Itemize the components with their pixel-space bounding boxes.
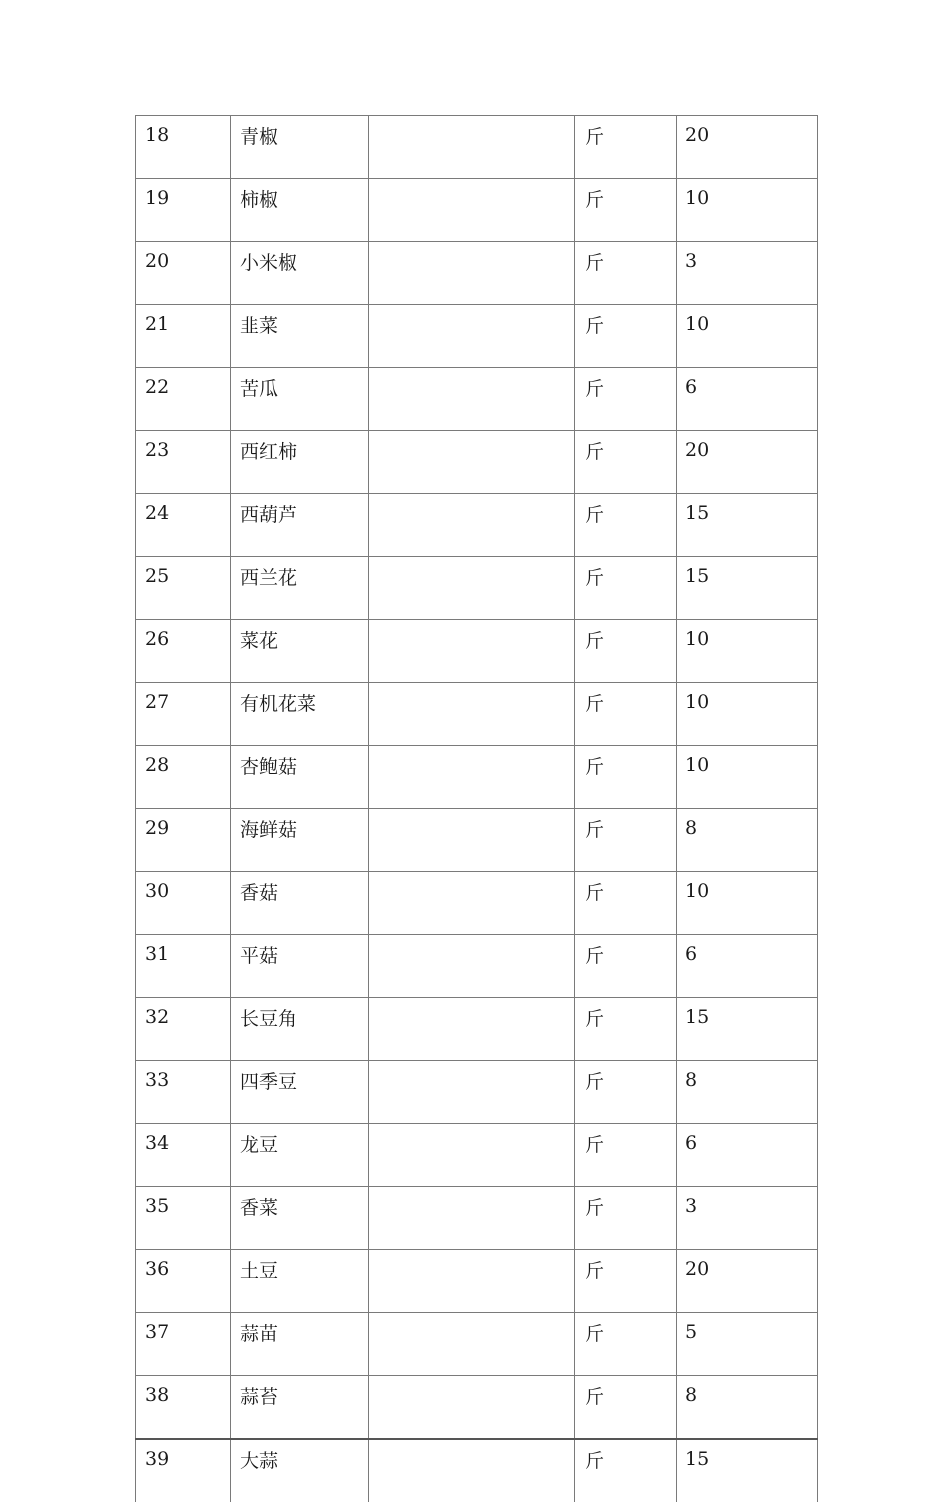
item-name: 有机花菜 [231,683,369,746]
item-name: 西兰花 [231,557,369,620]
item-unit: 斤 [575,1313,677,1376]
item-name: 柿椒 [231,179,369,242]
item-spec [369,1376,575,1440]
table-row [136,746,818,809]
table-row [136,998,818,1061]
item-quantity: 10 [677,872,818,935]
item-name: 土豆 [231,1250,369,1313]
item-unit: 斤 [575,116,677,179]
item-quantity: 15 [677,557,818,620]
item-quantity: 20 [677,1250,818,1313]
item-unit: 斤 [575,998,677,1061]
row-number: 24 [136,494,231,557]
table-row [136,1124,818,1187]
item-spec [369,431,575,494]
item-name: 苦瓜 [231,368,369,431]
item-unit: 斤 [575,872,677,935]
table-row [136,620,818,683]
row-number: 28 [136,746,231,809]
row-number: 35 [136,1187,231,1250]
table-row [136,1187,818,1250]
table-row [136,683,818,746]
item-spec [369,1061,575,1124]
table-row [136,242,818,305]
item-unit: 斤 [575,431,677,494]
item-unit: 斤 [575,935,677,998]
item-spec [369,116,575,179]
item-quantity: 10 [677,620,818,683]
item-name: 西红柿 [231,431,369,494]
item-spec [369,1124,575,1187]
item-unit: 斤 [575,1061,677,1124]
item-unit: 斤 [575,305,677,368]
item-name: 菜花 [231,620,369,683]
table-row [136,809,818,872]
item-spec [369,179,575,242]
item-name: 平菇 [231,935,369,998]
item-spec [369,872,575,935]
item-quantity: 10 [677,179,818,242]
item-name: 海鲜菇 [231,809,369,872]
table-row [136,1250,818,1313]
item-spec [369,242,575,305]
table-row [136,116,818,179]
vegetable-order-table [135,115,817,1502]
item-quantity: 5 [677,1313,818,1376]
row-number: 38 [136,1376,231,1440]
item-spec [369,1250,575,1313]
item-name: 四季豆 [231,1061,369,1124]
table-row [136,368,818,431]
row-number: 37 [136,1313,231,1376]
row-number: 32 [136,998,231,1061]
item-unit: 斤 [575,1250,677,1313]
table-row [136,494,818,557]
row-number: 39 [136,1439,231,1502]
item-unit: 斤 [575,1187,677,1250]
table-row [136,1313,818,1376]
item-spec [369,1313,575,1376]
row-number: 34 [136,1124,231,1187]
item-quantity: 10 [677,683,818,746]
item-unit: 斤 [575,620,677,683]
item-quantity: 8 [677,1376,818,1440]
item-unit: 斤 [575,494,677,557]
item-spec [369,746,575,809]
item-spec [369,683,575,746]
item-quantity: 15 [677,998,818,1061]
item-spec [369,935,575,998]
item-quantity: 10 [677,746,818,809]
item-spec [369,998,575,1061]
item-quantity: 8 [677,809,818,872]
item-quantity: 6 [677,368,818,431]
row-number: 21 [136,305,231,368]
item-spec [369,1187,575,1250]
row-number: 22 [136,368,231,431]
item-name: 西葫芦 [231,494,369,557]
item-unit: 斤 [575,368,677,431]
table-row [136,557,818,620]
row-number: 31 [136,935,231,998]
item-name: 蒜苗 [231,1313,369,1376]
table-row [136,305,818,368]
item-spec [369,620,575,683]
row-number: 33 [136,1061,231,1124]
item-name: 蒜苔 [231,1376,369,1440]
row-number: 19 [136,179,231,242]
item-unit: 斤 [575,1376,677,1440]
row-number: 25 [136,557,231,620]
row-number: 30 [136,872,231,935]
item-name: 长豆角 [231,998,369,1061]
item-quantity: 15 [677,494,818,557]
item-spec [369,305,575,368]
item-quantity: 20 [677,116,818,179]
item-spec [369,494,575,557]
item-quantity: 3 [677,1187,818,1250]
item-unit: 斤 [575,809,677,872]
row-number: 36 [136,1250,231,1313]
table-row [136,1376,818,1440]
table-row [136,1439,818,1502]
item-unit: 斤 [575,746,677,809]
item-spec [369,368,575,431]
item-quantity: 6 [677,1124,818,1187]
item-name: 韭菜 [231,305,369,368]
item-unit: 斤 [575,242,677,305]
item-name: 龙豆 [231,1124,369,1187]
item-quantity: 15 [677,1439,818,1502]
item-name: 大蒜 [231,1439,369,1502]
item-unit: 斤 [575,1439,677,1502]
item-quantity: 3 [677,242,818,305]
table-row [136,872,818,935]
table-row [136,1061,818,1124]
item-spec [369,557,575,620]
item-table [135,115,818,1502]
item-unit: 斤 [575,1124,677,1187]
item-name: 香菇 [231,872,369,935]
item-name: 香菜 [231,1187,369,1250]
table-row [136,179,818,242]
item-quantity: 10 [677,305,818,368]
row-number: 20 [136,242,231,305]
item-unit: 斤 [575,683,677,746]
item-quantity: 20 [677,431,818,494]
row-number: 23 [136,431,231,494]
table-row [136,935,818,998]
item-name: 杏鲍菇 [231,746,369,809]
row-number: 26 [136,620,231,683]
item-unit: 斤 [575,557,677,620]
item-spec [369,1439,575,1502]
item-spec [369,809,575,872]
item-name: 青椒 [231,116,369,179]
row-number: 18 [136,116,231,179]
row-number: 27 [136,683,231,746]
table-row [136,431,818,494]
row-number: 29 [136,809,231,872]
item-quantity: 6 [677,935,818,998]
item-name: 小米椒 [231,242,369,305]
item-quantity: 8 [677,1061,818,1124]
item-unit: 斤 [575,179,677,242]
